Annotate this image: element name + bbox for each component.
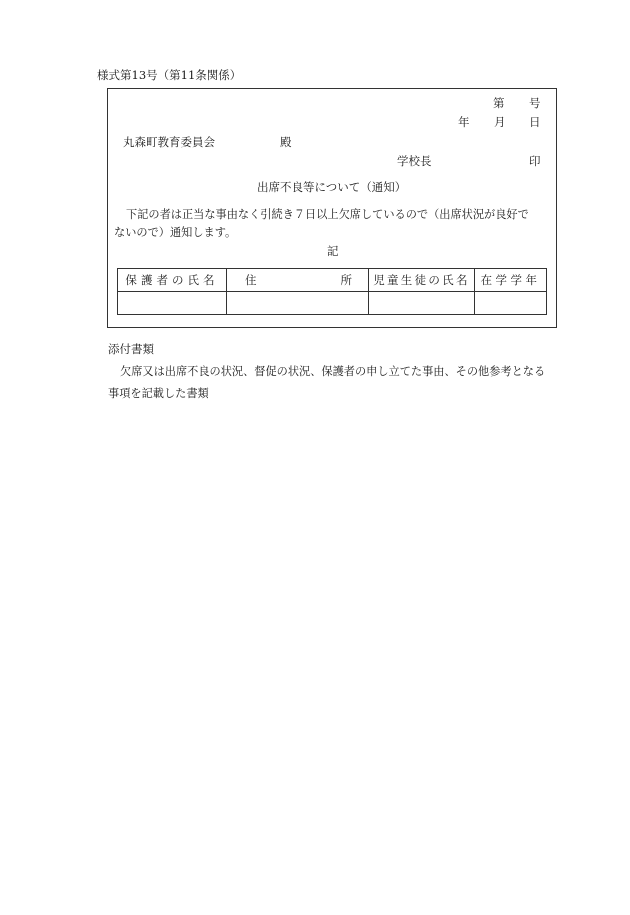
table-row bbox=[118, 292, 547, 315]
header-grade: 在学学年 bbox=[475, 269, 547, 292]
table-header-row bbox=[118, 269, 547, 292]
number-suffix: 号 bbox=[529, 96, 541, 110]
seal-mark: 印 bbox=[529, 154, 541, 168]
header-student-name: 児童生徒の氏名 bbox=[369, 269, 475, 292]
body-line-2: ないので）通知します。 bbox=[114, 226, 237, 239]
date-year: 年 bbox=[458, 115, 470, 129]
attachment-line-1: 欠席又は出席不良の状況、督促の状況、保護者の申し立てた事由、その他参考となる bbox=[120, 365, 546, 378]
cell-student-name bbox=[369, 292, 475, 315]
attachment-line-2: 事項を記載した書類 bbox=[108, 387, 209, 400]
cell-grade bbox=[475, 292, 547, 315]
honorific: 殿 bbox=[280, 135, 292, 149]
header-guardian-name: 保護者の氏名 bbox=[118, 269, 227, 292]
attachment-heading: 添付書類 bbox=[108, 342, 154, 356]
addressee: 丸森町教育委員会 bbox=[123, 135, 215, 149]
header-address-left: 住 bbox=[245, 273, 257, 287]
date-month: 月 bbox=[494, 115, 506, 129]
header-address-right: 所 bbox=[340, 273, 352, 287]
number-prefix: 第 bbox=[493, 96, 505, 110]
notice-title: 出席不良等について（通知） bbox=[257, 180, 407, 194]
form-label: 様式第13号（第11条関係） bbox=[97, 68, 242, 82]
cell-address bbox=[227, 292, 369, 315]
header-address bbox=[227, 269, 369, 292]
ki-marker: 記 bbox=[327, 244, 339, 258]
sender: 学校長 bbox=[397, 154, 432, 168]
date-day: 日 bbox=[529, 115, 541, 129]
body-line-1: 下記の者は正当な事由なく引続き７日以上欠席しているので（出席状況が良好で bbox=[126, 208, 529, 221]
cell-guardian-name bbox=[118, 292, 227, 315]
records-table bbox=[117, 268, 547, 315]
